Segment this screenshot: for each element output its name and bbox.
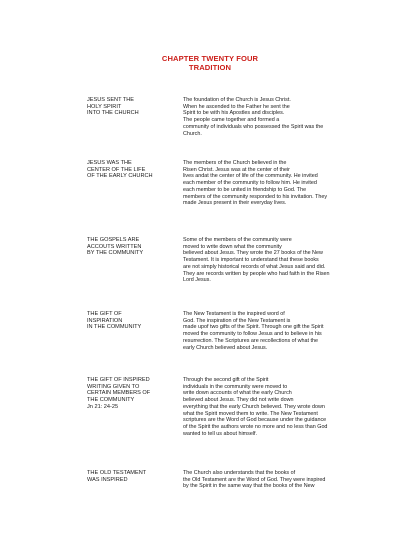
section-body: The foundation of the Church is Jesus Christ. When he ascended to the Father he sent the Spirit to be with his Apostles and disciples. The people came together and formed a community of individuals who possessed the Spirit was the Church. <box>183 97 324 137</box>
section-heading: THE GIFT OF INSPIRATION IN THE COMMUNITY <box>87 311 142 331</box>
section-heading: JESUS SENT THE HOLY SPIRIT INTO THE CHURCH <box>87 97 139 117</box>
section-heading: JESUS WAS THE CENTER OF THE LIFE OF THE EARLY CHURCH <box>87 160 153 180</box>
section-body: The members of the Church believed in the Risen Christ. Jesus was at the center of their lives andat the center of life of the community. He invited each member of the community to follow him. He invited each member to be united in friendship to God. The members of the community responded to his invitation. They made Jesus present in their everyday lives. <box>183 160 328 207</box>
section-body: Some of the members of the community were moved to write down what the community believed about Jesus. They wrote the 27 books of the New Testament. It is important to understand that these books are not simply historical records of what Jesus said and did. They are records written by people who had faith in the Risen Lord Jesus. <box>183 237 330 284</box>
section-heading: THE GIFT OF INSPIRED WRITING GIVEN TO CERTAIN MEMBERS OF THE COMMUNITY Jn 21: 24-25 <box>87 377 151 410</box>
chapter-title: CHAPTER TWENTY FOUR <box>161 54 259 63</box>
section-body: The New Testament is the inspired word of God. The inspiration of the New Testament is made upof two gifts of the Spirit. Through one gift the Spirit moved the community to follow Jesus and to believe in his resurrection. The Scriptures are recollections of what the early Church believed about Jesus. <box>183 311 324 351</box>
section-body: The Church also understands that the books of the Old Testament are the Word of God. They were inspired by the Spirit in the same way that the books of the New <box>183 470 326 490</box>
section-heading: THE GOSPELS ARE ACCOUTS WRITTEN BY THE COMMUNITY <box>87 237 144 257</box>
section-body: Through the second gift of the Spirit individuals in the community were moved to write down accounts of what the early Church believed about Jesus. They did not write down everything that the early Church believed. They wrote down what the Spirit moved them to write. The New Testament scriptures are the Word of God because under the guidance of the Spirit the authors wrote no more and no less than God wanted to tell us about himself. <box>183 377 328 437</box>
section-heading: THE OLD TESTAMENT WAS INSPIRED <box>87 470 147 483</box>
chapter-subtitle: TRADITION <box>188 63 232 72</box>
